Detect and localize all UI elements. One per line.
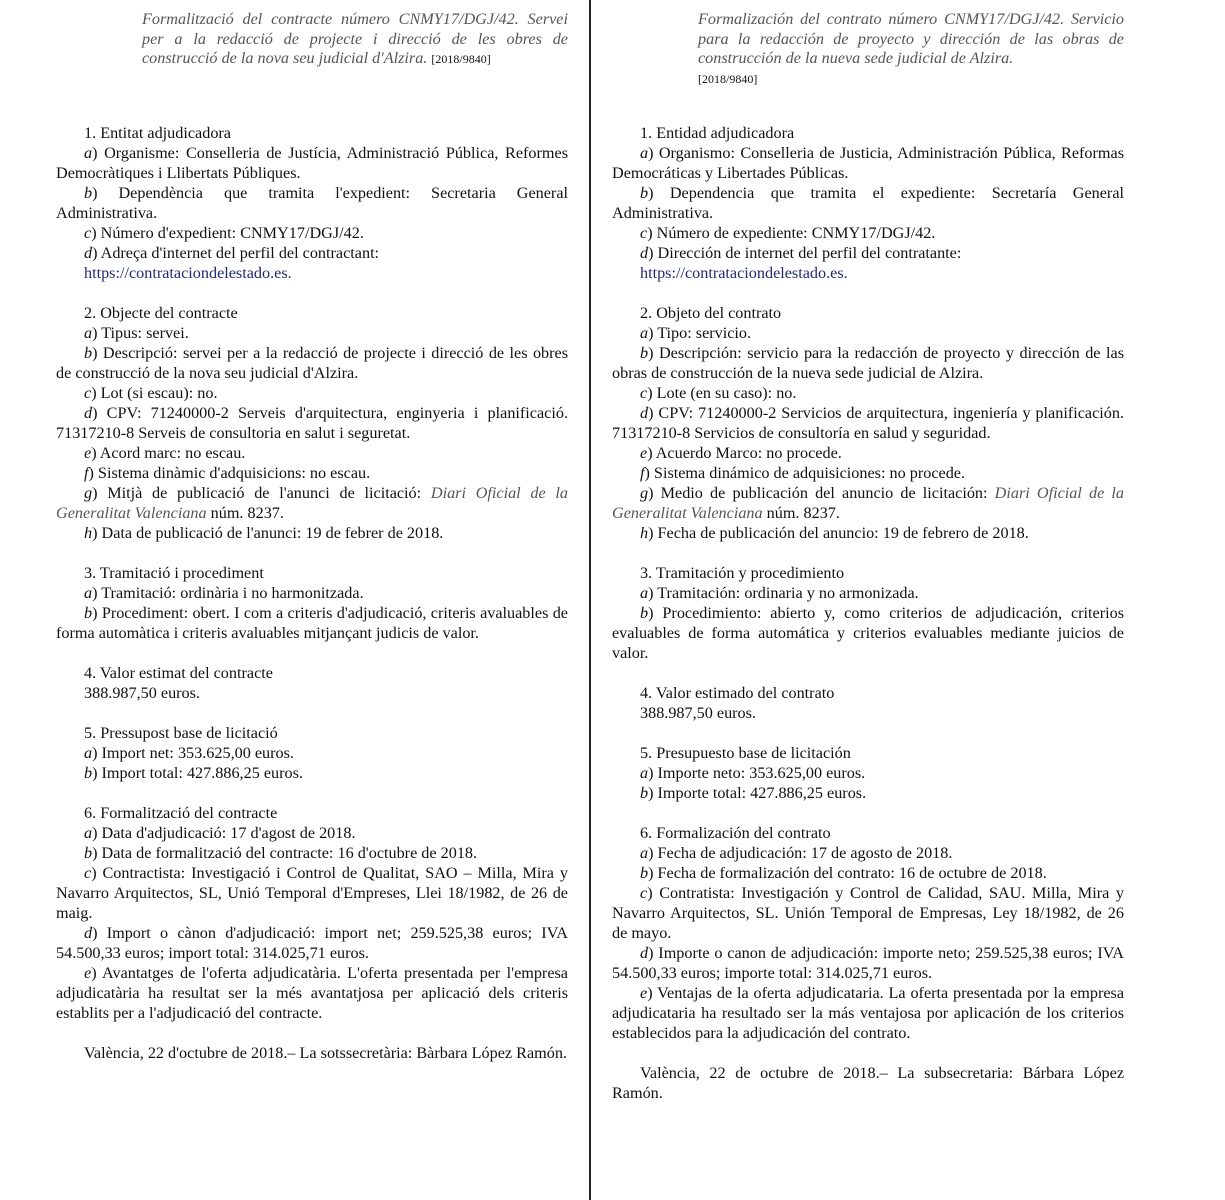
item-a: a) Organismo: Conselleria de Justicia, Administración Pública, Reformas Democráticas y Libertades Públicas. xyxy=(612,144,1124,182)
contractor-profile-link[interactable]: https://contrataciondelestado.es. xyxy=(84,264,292,282)
item-c: c) Lot (si escau): no. xyxy=(84,384,218,402)
item-d: d) Adreça d'internet del perfil del contractant: xyxy=(84,244,380,262)
item-d-url-row xyxy=(56,263,568,283)
item-a: a) Tramitació: ordinària i no harmonitzada. xyxy=(84,584,364,602)
section-heading: 2. Objeto del contrato xyxy=(640,304,782,322)
section-heading: 6. Formalización del contrato xyxy=(640,824,831,842)
item-a: a) Organisme: Conselleria de Justícia, Administració Pública, Reformes Democràtiques i Llibertats Públiques. xyxy=(56,144,568,182)
column-spanish xyxy=(612,0,1124,1102)
announcement-body-es xyxy=(612,123,1124,1103)
item-d: d) Dirección de internet del perfil del contratante: xyxy=(640,244,962,262)
item-g: g) Medio de publicación del anuncio de licitación: Diari Oficial de la Generalitat Valenciana núm. 8237. xyxy=(612,484,1124,522)
journal-name: Diari Oficial de la Generalitat Valenciana xyxy=(612,484,1124,522)
item-b: b) Procedimiento: abierto y, como criterios de adjudicación, criterios evaluables de forma automática y criterios evaluables mediante juicios de valor. xyxy=(612,604,1124,662)
item-d-url-row xyxy=(612,263,1124,283)
section-heading: 6. Formalització del contracte xyxy=(84,804,278,822)
column-valencian xyxy=(56,0,568,1062)
item-g: g) Mitjà de publicació de l'anunci de licitació: Diari Oficial de la Generalitat Valenciana núm. 8237. xyxy=(56,484,568,522)
journal-name: Diari Oficial de la Generalitat Valenciana xyxy=(56,484,568,522)
section-heading: 3. Tramitació i procediment xyxy=(84,564,264,582)
title-text: Formalització del contracte número CNMY17/DGJ/42. Servei per a la redacció de projecte i direcció de les obres de construcció de la nova seu judicial d'Alzira. xyxy=(142,10,568,67)
signature: València, 22 de octubre de 2018.– La subsecretaria: Bárbara López Ramón. xyxy=(612,1064,1124,1102)
item-d: d) CPV: 71240000-2 Serveis d'arquitectura, enginyeria i planificació. 71317210-8 Serveis de consultoria en salut i seguretat. xyxy=(56,404,568,442)
item-b: b) Descripción: servicio para la redacción de proyecto y dirección de las obras de construcción de la nueva sede judicial de Alzira. xyxy=(612,344,1124,382)
item-a: a) Tramitación: ordinaria y no armonizada. xyxy=(640,584,919,602)
item-b: b) Dependència que tramita l'expedient: Secretaria General Administrativa. xyxy=(56,184,568,222)
section-heading: 4. Valor estimado del contrato xyxy=(640,684,835,702)
section-heading: 1. Entitat adjudicadora xyxy=(84,124,231,142)
column-divider xyxy=(589,0,591,1200)
item-h: h) Fecha de publicación del anuncio: 19 de febrero de 2018. xyxy=(640,524,1029,542)
announcement-title-es xyxy=(698,10,1124,89)
item-a: a) Data d'adjudicació: 17 d'agost de 2018. xyxy=(84,824,356,842)
section-heading: 1. Entidad adjudicadora xyxy=(640,124,795,142)
item-b: b) Fecha de formalización del contrato: 16 de octubre de 2018. xyxy=(640,864,1047,882)
item-b: b) Data de formalització del contracte: 16 d'octubre de 2018. xyxy=(84,844,478,862)
announcement-body-ca xyxy=(56,123,568,1063)
item-e: e) Avantatges de l'oferta adjudicatària. L'oferta presentada per l'empresa adjudicatària ha resultat ser la més avantatjosa per aplicació dels criteris establits per a l'adjudicació del contracte. xyxy=(56,964,568,1022)
item-d: d) Import o cànon d'adjudicació: import net; 259.525,38 euros; IVA 54.500,33 euros; import total: 314.025,71 euros. xyxy=(56,924,568,962)
item-d: d) CPV: 71240000-2 Servicios de arquitectura, ingeniería y planificación. 71317210-8 Servicios de consultoría en salud y seguridad. xyxy=(612,404,1124,442)
item-a: a) Import net: 353.625,00 euros. xyxy=(84,744,294,762)
item-b: b) Dependencia que tramita el expediente: Secretaría General Administrativa. xyxy=(612,184,1124,222)
title-text: Formalización del contrato número CNMY17/DGJ/42. Servicio para la redacción de proyecto y dirección de las obras de construcción de la nueva sede judicial de Alzira. xyxy=(698,10,1124,67)
section-heading: 2. Objecte del contracte xyxy=(84,304,238,322)
item-b: b) Descripció: servei per a la redacció de projecte i direcció de les obres de construcció de la nova seu judicial d'Alzira. xyxy=(56,344,568,382)
item-c: c) Contractista: Investigació i Control de Qualitat, SAO – Milla, Mira y Navarro Arquitectos, SL, Unió Temporal d'Empreses, Llei 18/1982, de 26 de maig. xyxy=(56,864,568,922)
item-e: e) Acord marc: no escau. xyxy=(84,444,246,462)
estimated-value: 388.987,50 euros. xyxy=(84,684,200,702)
item-h: h) Data de publicació de l'anunci: 19 de febrer de 2018. xyxy=(84,524,444,542)
section-heading: 5. Presupuesto base de licitación xyxy=(640,744,851,762)
item-d: d) Importe o canon de adjudicación: importe neto; 259.525,38 euros; IVA 54.500,33 euros; importe total: 314.025,71 euros. xyxy=(612,944,1124,982)
item-c: c) Lote (en su caso): no. xyxy=(640,384,797,402)
item-c: c) Número de expediente: CNMY17/DGJ/42. xyxy=(640,224,936,242)
contractor-profile-link[interactable]: https://contrataciondelestado.es. xyxy=(640,264,848,282)
item-b: b) Procediment: obert. I com a criteris d'adjudicació, criteris avaluables de forma automàtica i criteris avaluables mitjançant judicis de valor. xyxy=(56,604,568,642)
item-f: f) Sistema dinàmic d'adquisicions: no escau. xyxy=(84,464,371,482)
item-b: b) Import total: 427.886,25 euros. xyxy=(84,764,303,782)
item-a: a) Importe neto: 353.625,00 euros. xyxy=(640,764,866,782)
item-c: c) Contratista: Investigación y Control de Calidad, SAU. Milla, Mira y Navarro Arquitectos, SL. Unión Temporal de Empresas, Ley 18/1982, de 26 de mayo. xyxy=(612,884,1124,942)
estimated-value: 388.987,50 euros. xyxy=(640,704,756,722)
reference-number: [2018/9840] xyxy=(431,52,491,66)
section-heading: 4. Valor estimat del contracte xyxy=(84,664,273,682)
item-e: e) Acuerdo Marco: no procede. xyxy=(640,444,842,462)
reference-number: [2018/9840] xyxy=(698,71,758,86)
item-f: f) Sistema dinámico de adquisiciones: no procede. xyxy=(640,464,966,482)
signature: València, 22 d'octubre de 2018.– La sotssecretària: Bàrbara López Ramón. xyxy=(84,1044,567,1062)
item-c: c) Número d'expedient: CNMY17/DGJ/42. xyxy=(84,224,364,242)
item-a: a) Fecha de adjudicación: 17 de agosto de 2018. xyxy=(640,844,953,862)
section-heading: 3. Tramitación y procedimiento xyxy=(640,564,845,582)
item-b: b) Importe total: 427.886,25 euros. xyxy=(640,784,867,802)
item-a: a) Tipo: servicio. xyxy=(640,324,752,342)
item-a: a) Tipus: servei. xyxy=(84,324,189,342)
announcement-title-ca xyxy=(142,10,568,70)
item-e: e) Ventajas de la oferta adjudicataria. La oferta presentada por la empresa adjudicataria ha resultado ser la más ventajosa por aplicación de los criterios establecidos para la adjudicación del contrato. xyxy=(612,984,1124,1042)
section-heading: 5. Pressupost base de licitació xyxy=(84,724,278,742)
